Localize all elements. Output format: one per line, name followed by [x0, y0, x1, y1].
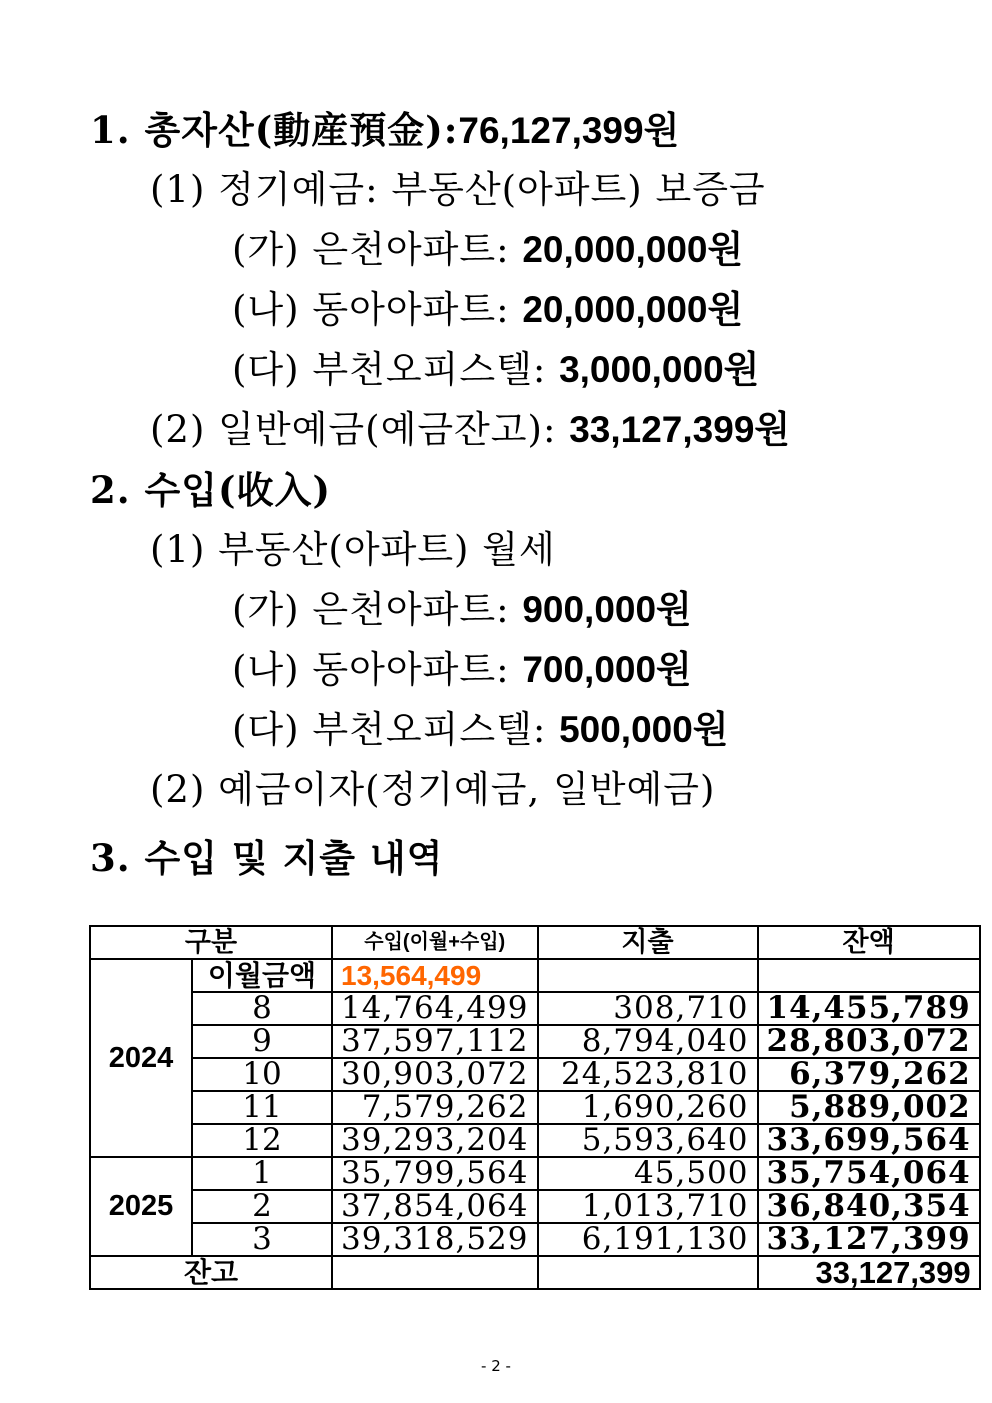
table-row: [90, 1091, 980, 1124]
carry-amount: 13,564,499: [332, 959, 538, 992]
table-row: [90, 1157, 980, 1190]
income-cell: 37,597,112: [332, 1025, 538, 1058]
table-row: [90, 1190, 980, 1223]
table-row: [90, 1223, 980, 1256]
month-cell: 1: [192, 1157, 332, 1190]
month-cell: 10: [192, 1058, 332, 1091]
balance-cell: 35,754,064: [758, 1157, 980, 1190]
year-2024: 2024: [90, 959, 192, 1157]
month-cell: 11: [192, 1091, 332, 1124]
item-donga-deposit: (나) 동아아파트: 20,000,000원: [232, 288, 744, 331]
balance-cell: 6,379,262: [758, 1058, 980, 1091]
table-row: [90, 992, 980, 1025]
ledger-table: [89, 925, 981, 1290]
income-cell: 39,318,529: [332, 1223, 538, 1256]
month-cell: 2: [192, 1190, 332, 1223]
item-general-deposit: (2) 일반예금(예금잔고): 33,127,399원: [150, 408, 791, 451]
table-row: [90, 1025, 980, 1058]
carry-row: [90, 959, 980, 992]
income-cell: 37,854,064: [332, 1190, 538, 1223]
item-bucheon-deposit: (다) 부천오피스텔: 3,000,000원: [232, 348, 760, 391]
expense-cell: 5,593,640: [538, 1124, 758, 1157]
expense-cell: 1,690,260: [538, 1091, 758, 1124]
total-label: 잔고: [90, 1256, 332, 1289]
carry-expense-empty: [538, 959, 758, 992]
income-cell: 30,903,072: [332, 1058, 538, 1091]
balance-cell: 33,127,399: [758, 1223, 980, 1256]
total-balance: 33,127,399: [758, 1256, 980, 1289]
year-2025: 2025: [90, 1157, 192, 1256]
month-cell: 9: [192, 1025, 332, 1058]
expense-cell: 308,710: [538, 992, 758, 1025]
heading-ledger: 3. 수입 및 지출 내역: [90, 836, 444, 880]
item-monthly-rent: (1) 부동산(아파트) 월세: [150, 528, 556, 571]
total-expense-empty: [538, 1256, 758, 1289]
balance-cell: 33,699,564: [758, 1124, 980, 1157]
expense-cell: 45,500: [538, 1157, 758, 1190]
carry-label: 이월금액: [192, 959, 332, 992]
balance-cell: 28,803,072: [758, 1025, 980, 1058]
table-row: [90, 1058, 980, 1091]
heading-total-assets: 1. 총자산(動産預金):76,127,399원: [90, 108, 680, 152]
expense-cell: 1,013,710: [538, 1190, 758, 1223]
month-cell: 12: [192, 1124, 332, 1157]
balance-cell: 14,455,789: [758, 992, 980, 1025]
header-balance: 잔액: [758, 926, 980, 959]
item-interest: (2) 예금이자(정기예금, 일반예금): [150, 768, 716, 811]
expense-cell: 8,794,040: [538, 1025, 758, 1058]
month-cell: 8: [192, 992, 332, 1025]
income-cell: 7,579,262: [332, 1091, 538, 1124]
item-fixed-deposit: (1) 정기예금: 부동산(아파트) 보증금: [150, 168, 766, 211]
table-header-row: [90, 926, 980, 959]
item-euncheon-deposit: (가) 은천아파트: 20,000,000원: [232, 228, 744, 271]
header-expense: 지출: [538, 926, 758, 959]
month-cell: 3: [192, 1223, 332, 1256]
balance-cell: 5,889,002: [758, 1091, 980, 1124]
income-cell: 14,764,499: [332, 992, 538, 1025]
item-bucheon-rent: (다) 부천오피스텔: 500,000원: [232, 708, 729, 751]
table-row: [90, 1124, 980, 1157]
income-cell: 39,293,204: [332, 1124, 538, 1157]
header-category: 구분: [90, 926, 332, 959]
heading-income: 2. 수입(收入): [90, 468, 332, 512]
balance-cell: 36,840,354: [758, 1190, 980, 1223]
item-donga-rent: (나) 동아아파트: 700,000원: [232, 648, 692, 691]
item-euncheon-rent: (가) 은천아파트: 900,000원: [232, 588, 692, 631]
expense-cell: 24,523,810: [538, 1058, 758, 1091]
expense-cell: 6,191,130: [538, 1223, 758, 1256]
total-row: [90, 1256, 980, 1289]
income-cell: 35,799,564: [332, 1157, 538, 1190]
header-income: 수입(이월+수입): [332, 926, 538, 959]
page-number: - 2 -: [481, 1357, 511, 1375]
carry-balance-empty: [758, 959, 980, 992]
total-income-empty: [332, 1256, 538, 1289]
